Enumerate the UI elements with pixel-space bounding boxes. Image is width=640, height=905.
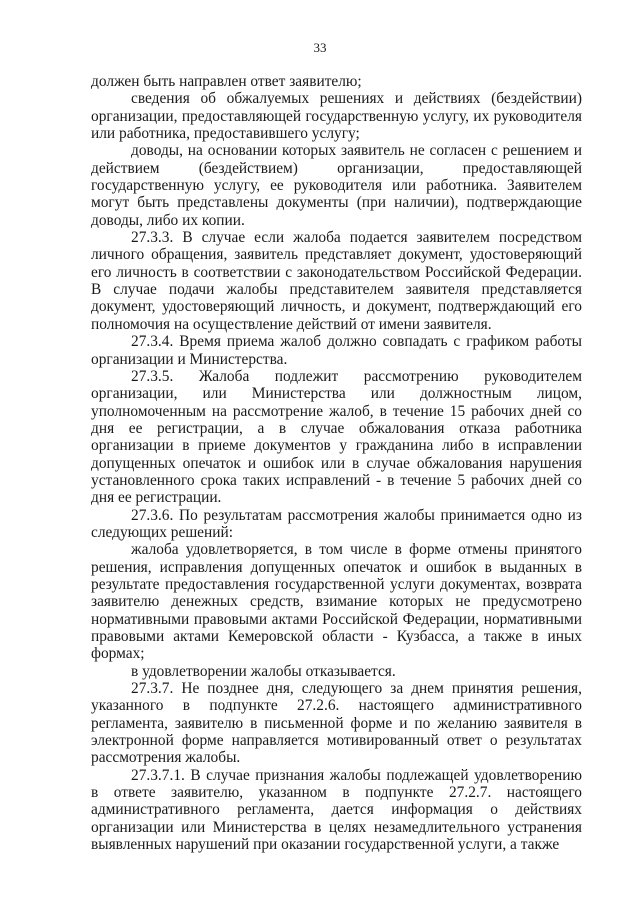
paragraph: 27.3.3. В случае если жалоба подается заявителем посредством личного обращения, заявитель представляет документ, удостоверяющий его личность в соответствии с законодательством Российской Федерации. В случае подачи жалобы представителем заявителя представляется документ, удостоверяющий личность, и документ, подтверждающий его полномочия на осуществление действий от имени заявителя. xyxy=(91,229,582,333)
paragraph: должен быть направлен ответ заявителю; xyxy=(91,73,362,90)
paragraph: жалоба удовлетворяется, в том числе в форме отмены принятого решения, исправления допущенных опечаток и ошибок в выданных в результате предоставления государственной услуги документах, возврата заявителю денежных средств, взимание которых не предусмотрено нормативными правовыми актами Российской Федерации, нормативными правовыми актами Кемеровской области - Кузбасса, а также в иных формах; xyxy=(91,541,582,663)
paragraph: 27.3.4. Время приема жалоб должно совпадать с графиком работы организации и Министерства. xyxy=(91,333,582,368)
paragraph: доводы, на основании которых заявитель не согласен с решением и действием (бездействием) организации, предоставляющей государственную услугу, ее руководителя или работника. Заявителем могут быть представлены документы (при наличии), подтверждающие доводы, либо их копии. xyxy=(91,142,582,229)
paragraph: 27.3.7.1. В случае признания жалобы подлежащей удовлетворению в ответе заявителю, указанном в подпункте 27.2.7. настоящего административного регламента, дается информация о действиях организации или Министерства в целях незамедлительного устранения выявленных нарушений при оказании государственной услуги, а также xyxy=(91,766,582,854)
page-number: 33 xyxy=(313,40,327,55)
document-body xyxy=(91,73,582,853)
paragraph: 27.3.7. Не позднее дня, следующего за днем принятия решения, указанного в подпункте 27.2.6. настоящего административного регламента, заявителю в письменной форме и по желанию заявителя в электронной форме направляется мотивированный ответ о результатах рассмотрения жалобы. xyxy=(91,680,582,767)
paragraph: 27.3.5. Жалоба подлежит рассмотрению руководителем организации, или Министерства или должностным лицом, уполномоченным на рассмотрение жалоб, в течение 15 рабочих дней со дня ее регистрации, а в случае обжалования отказа работника организации в приеме документов у гражданина либо в исправлении допущенных опечаток и ошибок или в случае обжалования нарушения установленного срока таких исправлений - в течение 5 рабочих дней со дня ее регистрации. xyxy=(91,367,582,507)
paragraph: сведения об обжалуемых решениях и действиях (бездействии) организации, предоставляющей государственную услугу, их руководителя или работника, предоставившего услугу; xyxy=(91,90,582,143)
paragraph: 27.3.6. По результатам рассмотрения жалобы принимается одно из следующих решений: xyxy=(91,506,582,541)
paragraph: в удовлетворении жалобы отказывается. xyxy=(131,662,396,680)
